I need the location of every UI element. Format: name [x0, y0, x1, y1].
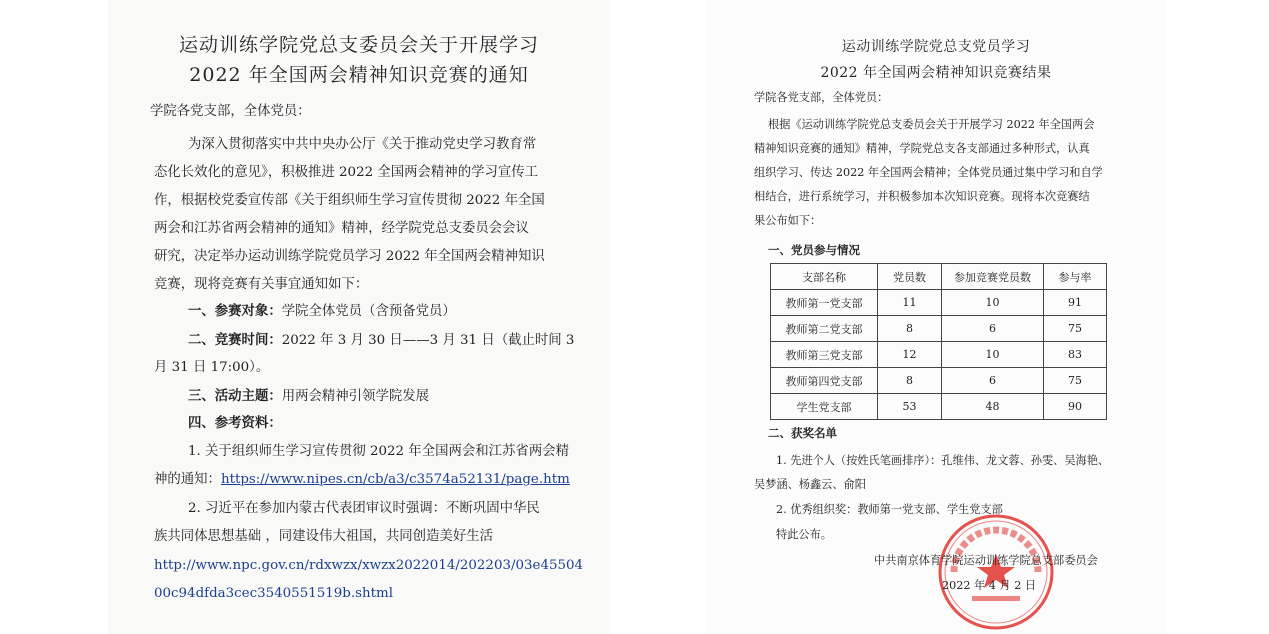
reference-1-line1: 1. 关于组织师生学习宣传贯彻 2022 年全国两会和江苏省两会精 — [188, 444, 569, 459]
notice-item-time — [188, 328, 574, 353]
notice-body-line: 竞赛，现将竞赛有关事宜通知如下： — [154, 277, 369, 292]
branch-name-cell: 学生党支部 — [771, 394, 878, 420]
member-count-cell: 11 — [878, 290, 942, 316]
member-count-cell: 53 — [878, 394, 942, 420]
item-label: 二、竞赛时间： — [188, 332, 282, 348]
reference-2-line1: 2. 习近平在参加内蒙古代表团审议时强调：不断巩固中华民 — [188, 501, 540, 516]
result-body-line: 果公布如下： — [754, 214, 822, 227]
reference-2-line2: 族共同体思想基础 ，同建设伟大祖国，共同创造美好生活 — [154, 529, 494, 544]
participation-rate-cell: 90 — [1044, 394, 1107, 420]
result-body-line: 相结合，进行系统学习，并积极参加本次知识竞赛。现将本次竞赛结 — [754, 190, 1090, 203]
member-count-cell: 12 — [878, 342, 942, 368]
item-text: 2022 年 3 月 30 日——3 月 31 日（截止时间 3 — [281, 333, 575, 348]
participation-rate-cell: 83 — [1044, 342, 1107, 368]
branch-name-cell: 教师第四党支部 — [771, 368, 878, 394]
result-title-line1: 运动训练学院党总支党员学习 — [841, 39, 1031, 55]
table-header-cell: 参加竞赛党员数 — [942, 264, 1044, 290]
table-row — [771, 394, 1107, 420]
participant-count-cell: 6 — [942, 368, 1044, 394]
section-awards-heading: 二、获奖名单 — [768, 426, 837, 440]
result-salutation: 学院各党支部，全体党员： — [754, 91, 889, 104]
signature-date: 2022 年 4 月 2 日 — [942, 579, 1037, 592]
participation-rate-cell: 91 — [1044, 290, 1107, 316]
notice-body-line: 两会和江苏省两会精神的通知》精神，经学院党总支委员会会议 — [154, 221, 529, 236]
item-label: 四、参考资料： — [188, 415, 282, 431]
participant-count-cell: 48 — [942, 394, 1044, 420]
reference-1-label: 神的通知： — [154, 472, 221, 487]
participation-rate-cell: 75 — [1044, 316, 1107, 342]
notice-item-time-cont: 月 31 日 17:00）。 — [154, 360, 270, 375]
official-seal-icon — [936, 512, 1056, 632]
notice-item-participants — [188, 299, 456, 324]
reference-2-url-line2[interactable]: 00c94dfda3cec3540551519b.shtml — [154, 586, 393, 601]
notice-salutation: 学院各党支部，全体党员： — [150, 104, 311, 119]
table-row — [771, 368, 1107, 394]
reference-1-line2 — [154, 468, 570, 492]
notice-body-line: 态化长效化的意见》，积极推进 2022 全国两会精神的学习宣传工 — [154, 165, 539, 180]
result-body-line: 精神知识竞赛的通知》精神，学院党总支各支部通过多种形式，认真 — [754, 142, 1090, 155]
member-count-cell: 8 — [878, 368, 942, 394]
award-organization: 2. 优秀组织奖：教师第一党支部、学生党支部 — [776, 503, 1003, 516]
section-participation-heading: 一、党员参与情况 — [768, 243, 860, 257]
reference-2-url-line1[interactable]: http://www.npc.gov.cn/rdxwzx/xwzx2022014/202203/03e45504 — [154, 558, 584, 573]
notice-body-line: 为深入贯彻落实中共中央办公厅《关于推动党史学习教育常 — [188, 137, 537, 152]
notice-body-line: 作，根据校党委宣传部《关于组织师生学习宣传贯彻 2022 年全国 — [154, 193, 545, 208]
table-header-cell: 参与率 — [1044, 264, 1107, 290]
item-label: 一、参赛对象： — [188, 303, 282, 319]
result-title-line2: 2022 年全国两会精神知识竞赛结果 — [820, 65, 1052, 81]
table-row — [771, 290, 1107, 316]
table-row — [771, 342, 1107, 368]
signature-organization: 中共南京体育学院运动训练学院总支部委员会 — [874, 554, 1098, 567]
participant-count-cell: 10 — [942, 342, 1044, 368]
closing-text: 特此公布。 — [776, 528, 832, 541]
award-individuals-line1: 1. 先进个人（按姓氏笔画排序）：孔维伟、龙文蓉、孙雯、吴海艳、 — [776, 454, 1110, 467]
award-individuals-line2: 吴梦涵、杨鑫云、俞阳 — [754, 478, 866, 491]
table-row — [771, 316, 1107, 342]
participant-count-cell: 10 — [942, 290, 1044, 316]
result-body-line: 根据《运动训练学院党总支委员会关于开展学习 2022 年全国两会 — [768, 118, 1095, 131]
result-body-line: 组织学习、传达 2022 年全国两会精神；全体党员通过集中学习和自学 — [754, 166, 1103, 179]
notice-body-line: 研究，决定举办运动训练学院党员学习 2022 年全国两会精神知识 — [154, 249, 545, 264]
participation-table — [770, 263, 1107, 420]
right-result-page — [706, 0, 1166, 634]
table-header-cell: 党员数 — [878, 264, 942, 290]
item-text: 学院全体党员（含预备党员） — [281, 304, 456, 319]
notice-item-theme — [188, 384, 429, 409]
item-label: 三、活动主题： — [188, 388, 282, 404]
branch-name-cell: 教师第一党支部 — [771, 290, 878, 316]
participation-rate-cell: 75 — [1044, 368, 1107, 394]
notice-item-references — [188, 411, 282, 436]
table-header-row — [771, 264, 1107, 290]
notice-title-line2: 2022 年全国两会精神知识竞赛的通知 — [189, 64, 529, 86]
notice-title-line1: 运动训练学院党总支委员会关于开展学习 — [178, 34, 539, 56]
branch-name-cell: 教师第二党支部 — [771, 316, 878, 342]
member-count-cell: 8 — [878, 316, 942, 342]
participant-count-cell: 6 — [942, 316, 1044, 342]
table-header-cell: 支部名称 — [771, 264, 878, 290]
branch-name-cell: 教师第三党支部 — [771, 342, 878, 368]
left-notice-page — [108, 0, 610, 634]
reference-1-link[interactable]: https://www.nipes.cn/cb/a3/c3574a52131/page.htm — [220, 472, 570, 487]
item-text: 用两会精神引领学院发展 — [281, 389, 430, 404]
